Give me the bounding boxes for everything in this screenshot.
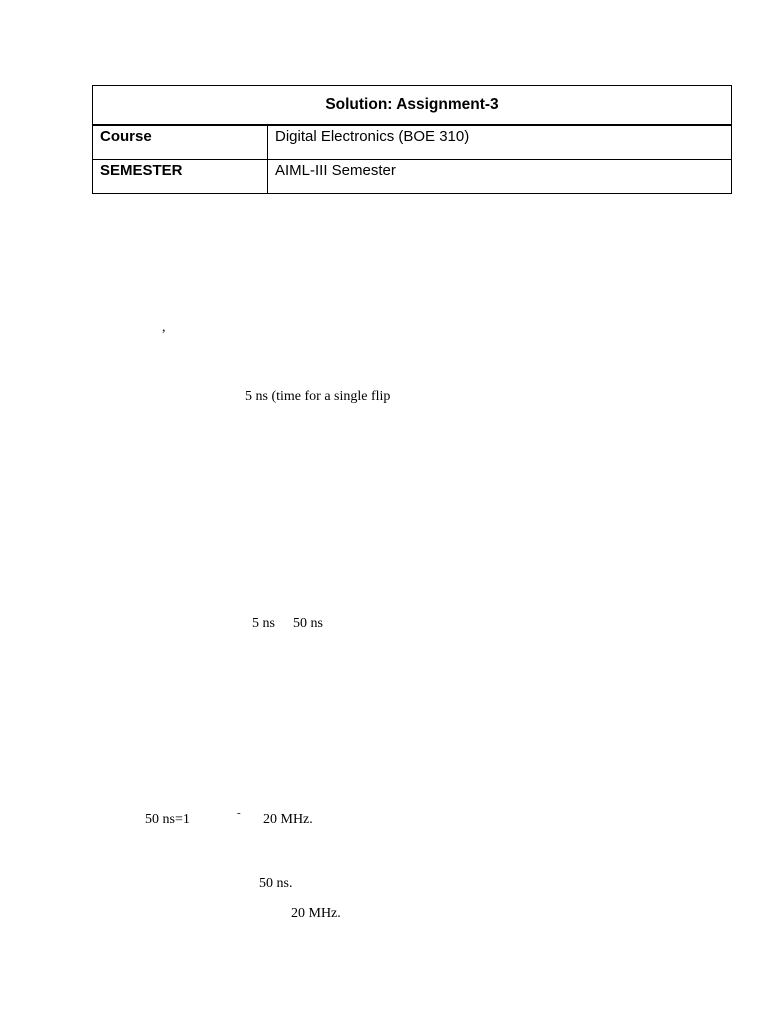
- period-result-text: 50 ns.: [259, 876, 293, 891]
- course-value: Digital Electronics (BOE 310): [268, 125, 732, 160]
- frequency-20mhz-text: 20 MHz.: [263, 812, 313, 827]
- semester-row: [93, 160, 732, 194]
- course-label: Course: [93, 125, 268, 160]
- semester-value: AIML-III Semester: [268, 160, 732, 194]
- frequency-result-text: 20 MHz.: [291, 906, 341, 921]
- delay-50ns-text: 50 ns: [293, 616, 323, 631]
- period-equation-text: 50 ns=1: [145, 812, 190, 827]
- superscript-dash: -: [237, 807, 241, 819]
- assignment-title: Solution: Assignment-3: [93, 86, 732, 126]
- course-row: [93, 125, 732, 160]
- title-row: [93, 86, 732, 126]
- delay-5ns-text: 5 ns: [252, 616, 275, 631]
- flip-flop-time-text: 5 ns (time for a single flip: [245, 389, 391, 404]
- stray-comma: ,: [162, 320, 166, 335]
- assignment-header-table: [92, 85, 732, 194]
- semester-label: SEMESTER: [93, 160, 268, 194]
